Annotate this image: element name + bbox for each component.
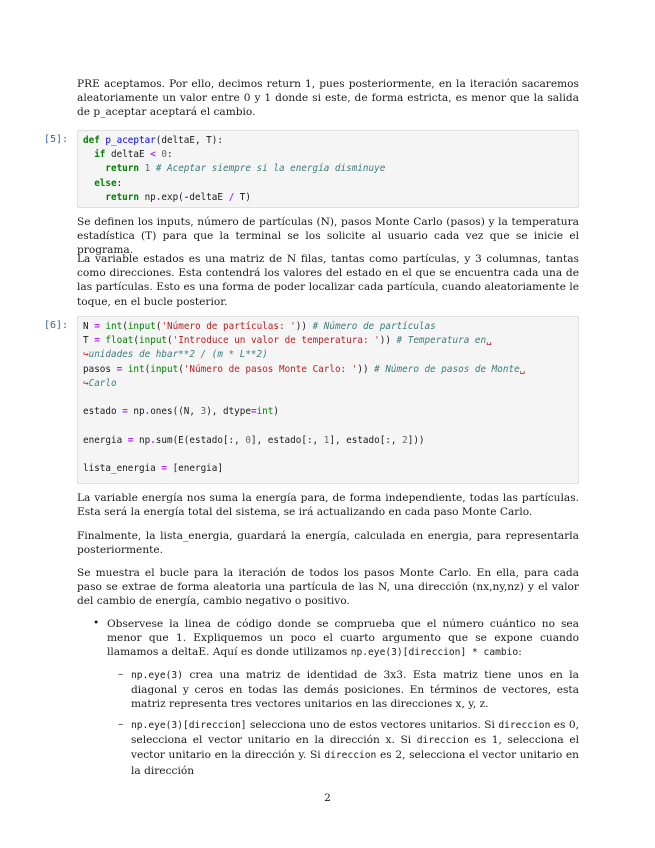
paragraph-energia: La variable energía nos suma la energía para, de forma independiente, todas las partículas. Esta será la energía total del sistema, se irá actualizando en cada paso Monte Carlo.: [77, 492, 579, 519]
code-cell-5[interactable]: def p_aceptar(deltaE, T): if deltaE < 0: return 1 # Aceptar siempre si la energía disminuye else: return np.exp(-deltaE / T): [77, 130, 579, 208]
sub1-text: crea una matriz de identidad de 3x3. Esta matriz tiene unos en la diagonal y ceros en todas las demás posiciones. En términos de vectores, esta matriz representa tres vectores unitarios en las direcciones x, y, z.: [131, 669, 579, 711]
paragraph-estados: La variable estados es una matriz de N filas, tantas como partículas, y 3 columnas, tantas como direcciones. Esta contendrá los valores del estado en el que se encuentra cada una de las partículas. Esto es una forma de poder localizar cada partícula, cuando aleatoriamente le toque, en el bucle posterior.: [77, 253, 579, 308]
sub-bullet-item-1: [131, 668, 579, 712]
sub-bullet-dash-2: –: [118, 718, 124, 730]
bullet-dot: •: [93, 617, 100, 629]
sub2-text-b: es 0, selecciona el vector unitario en la dirección x. Si: [131, 719, 579, 747]
sub2-code-2: direccion: [498, 720, 551, 731]
paragraph-lista: Finalmente, la lista_energia, guardará la energía, calculada en energia, para representarla posteriormente.: [77, 530, 579, 557]
sub2-code-3: direccion: [416, 735, 469, 747]
sub2-text-a: selecciona uno de estos vectores unitarios. Si: [246, 719, 499, 731]
sub-bullet-dash-1: –: [118, 668, 124, 680]
page-number: 2: [324, 792, 331, 804]
bullet-main-text-a: Observese la linea de código donde se comprueba que el número cuántico no sea menor que 1. Expliquemos un poco el cuarto argumento que se expone cuando llamamos a deltaE. Aquí es donde utilizamos: [107, 618, 579, 659]
cell-5-label: [5]:: [44, 134, 69, 145]
bullet-main-text-b: :: [518, 646, 522, 659]
sub2-text-c: es 1, selecciona el vector unitario en la dirección y. Si: [131, 734, 579, 762]
sub1-code: np.eye(3): [131, 670, 183, 681]
paragraph-bucle: Se muestra el bucle para la iteración de todos los pasos Monte Carlo. En ella, para cada paso se extrae de forma aleatoria una partícula de las N, una dirección (nx,ny,nz) y el valor del cambio de energía, cambio negativo o positivo.: [77, 567, 579, 608]
bullet-main-code: np.eye(3)[direccion] * cambio: [350, 647, 519, 659]
paragraph-inputs: Se definen los inputs, número de partículas (N), pasos Monte Carlo (pasos) y la temperatura estadística (T) para que la terminal se los solicite al usuario cada vez que se inicie el programa.: [77, 216, 579, 257]
paragraph-intro: PRE aceptamos. Por ello, decimos return 1, pues posteriormente, en la iteración sacaremos aleatoriamente un valor entre 0 y 1 donde si este, de forma estricta, es menor que la salida de p_aceptar aceptará el cambio.: [77, 78, 579, 119]
cell-6-label: [6]:: [44, 320, 69, 331]
sub-bullet-item-2: [131, 718, 579, 778]
sub2-code-4: direccion: [324, 750, 377, 762]
bullet-main-item: [107, 617, 579, 661]
sub2-text-d: es 2, selecciona el vector unitario en la dirección: [131, 749, 579, 777]
sub2-code: np.eye(3)[direccion]: [131, 720, 247, 731]
code-cell-6[interactable]: N = int(input('Número de partículas: ')) # Número de partículas T = float(input('Introduce un valor de temperatura: ')) # Temperatura en␣ ↪unidades de hbar**2 / (m * L**2) pasos = int(input('Número de pasos Monte Carlo: ')) # Número de pasos de Monte␣ ↪Carlo estado = np.ones((N, 3), dtype=int) energia = np.sum(E(estado[:, 0], estado[:, 1], estado[:, 2])) lista_energia = [energia]: [77, 316, 579, 484]
